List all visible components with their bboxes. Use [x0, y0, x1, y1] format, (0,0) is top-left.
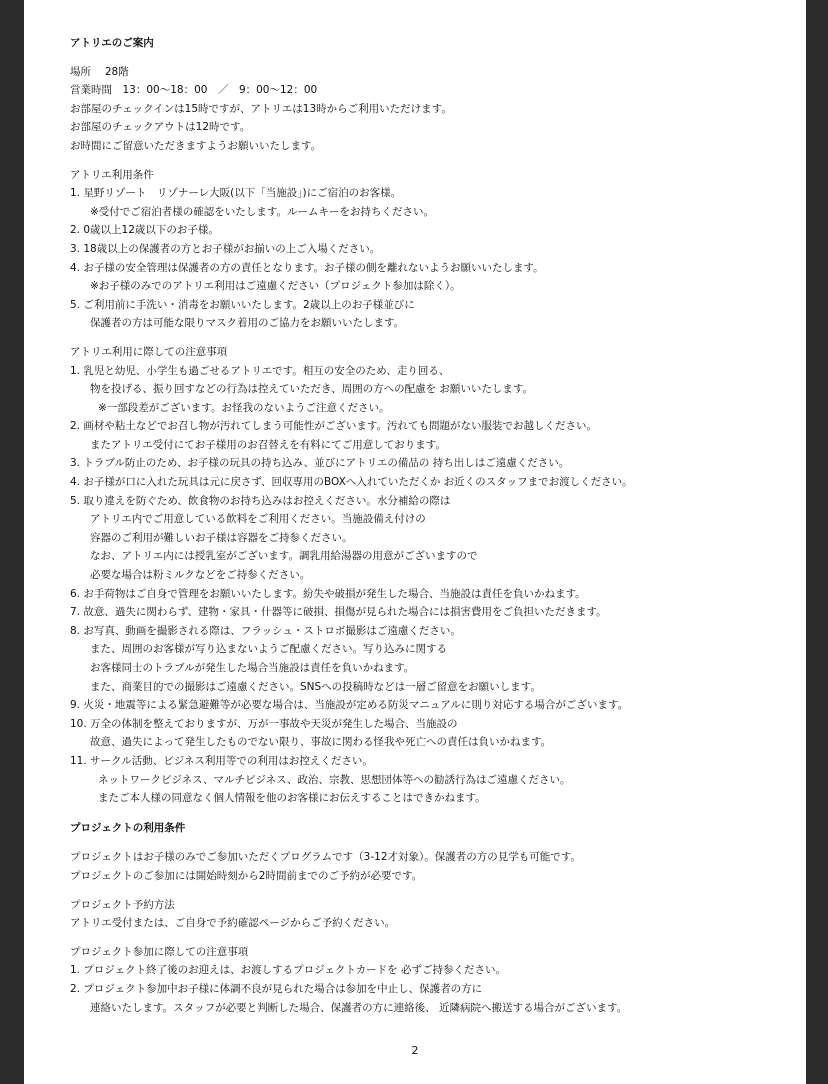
text-line: 6. お手荷物はご自身で管理をお願いいたします。紛失や破損が発生した場合、当施設は責任を負いかねます。 [70, 587, 586, 600]
text-line: 2. 0歳以上12歳以下のお子様。 [70, 224, 219, 237]
text-line: 物を投げる、振り回すなどの行為は控えていただき、周囲の方への配慮を お願いいたします。 [90, 383, 534, 396]
text-line: 7. 故意、過失に関わらず、建物・家具・什器等に破損、損傷が見られた場合には損害費用をご負担いただきます。 [70, 606, 607, 619]
text-line: 9. 火災・地震等による緊急避難等が必要な場合は、当施設が定める防災マニュアルに則り対応する場合がございます。 [70, 699, 629, 712]
text-line: アトリエ利用に際しての注意事項 [70, 345, 228, 358]
text-line: 故意、過失によって発生したものでない限り、事故に関わる怪我や死亡への責任は負いかねます。 [90, 736, 552, 749]
text-line: お時間にご留意いただきますようお願いいたします。 [70, 139, 322, 152]
document-page [24, 0, 806, 1084]
text-line: アトリエ利用条件 [70, 168, 154, 181]
text-line: 1. 乳児と幼児、小学生も過ごせるアトリエです。相互の安全のため、走り回る、 [70, 364, 450, 377]
text-line: 11. サークル活動、ビジネス利用等での利用はお控えください。 [70, 754, 373, 767]
text-line: 1. 星野リゾート リゾナーレ大阪(以下「当施設」)にご宿泊のお客様。 [70, 187, 402, 200]
text-line: 3. トラブル防止のため、お子様の玩具の持ち込み、並びにアトリエの備品の 持ち出しはご遠慮ください。 [70, 457, 570, 470]
text-line: お部屋のチェックアウトは12時です。 [70, 121, 251, 134]
text-line: 容器のご利用が難しいお子様は容器をご持参ください。 [90, 531, 353, 544]
text-line: お客様同士のトラブルが発生した場合当施設は責任を負いかねます。 [90, 662, 415, 674]
text-line: なお、アトリエ内には授乳室がございます。調乳用給湯器の用意がございますので [90, 550, 478, 563]
text-line: 2. プロジェクト参加中お子様に体調不良が見られた場合は参加を中止し、保護者の方に [70, 982, 483, 995]
text-line: お部屋のチェックインは15時ですが、アトリエは13時からご利用いただけます。 [70, 102, 452, 115]
spacer [70, 886, 790, 896]
text-line: ネットワークビジネス、マルチビジネス、政治、宗教、思想団体等への勧誘行為はご遠慮ください。 [98, 773, 571, 786]
text-line: 5. ご利用前に手洗い・消毒をお願いいたします。2歳以上のお子様並びに [70, 298, 415, 311]
text-line: 必要な場合は粉ミルクなどをご持参ください。 [90, 569, 311, 582]
spacer [70, 837, 790, 848]
document-body [70, 34, 790, 1017]
text-line: 営業時間 13：00〜18：00 ／ 9：00〜12：00 [70, 84, 318, 97]
text-line: 4. お子様が口に入れた玩具は元に戻さず、回収専用のBOXへ入れていただくか お近くのスタッフまでお渡しください。 [70, 476, 633, 489]
text-line: 3. 18歳以上の保護者の方とお子様がお揃いの上ご入場ください。 [70, 242, 381, 255]
text-line: 4. お子様の安全管理は保護者の方の責任となります。お子様の側を離れないようお願いいたします。 [70, 261, 544, 274]
text-line: ※一部段差がございます。お怪我のないようご注意ください。 [98, 401, 390, 414]
spacer [70, 333, 790, 343]
text-line: またアトリエ受付にてお子様用のお召替えを有料にてご用意しております。 [90, 438, 446, 451]
text-line: 10. 万全の体制を整えておりますが、万が一事故や天災が発生した場合、当施設の [70, 717, 458, 730]
text-line: 連絡いたします。スタッフが必要と判断した場合、保護者の方に連絡後、 近隣病院へ搬送する場合がございます。 [90, 1001, 628, 1014]
text-line: ※お子様のみでのアトリエ利用はご遠慮ください（プロジェクト参加は除く）。 [90, 280, 461, 293]
spacer [70, 156, 790, 166]
viewer-background [806, 0, 828, 1084]
section-heading: アトリエのご案内 [70, 37, 154, 49]
spacer [70, 933, 790, 943]
text-line: アトリエ内でご用意している飲料をご利用ください。当施設備え付けの [90, 513, 426, 526]
section-heading: プロジェクトの利用条件 [70, 821, 186, 834]
text-line: プロジェクトはお子様のみでご参加いただくプログラムです（3-12才対象）。保護者の方の見学も可能です。 [70, 851, 581, 864]
text-line: アトリエ受付または、ご自身で予約確認ページからご予約ください。 [70, 917, 396, 930]
text-line: 1. プロジェクト終了後のお迎えは、お渡しするプロジェクトカードを 必ずご持参ください。 [70, 964, 506, 977]
text-line: プロジェクト予約方法 [70, 898, 175, 911]
spacer [70, 808, 790, 819]
text-line: 2. 画材や粘土などでお召し物が汚れてしまう可能性がございます。汚れても問題がない服装でお越しください。 [70, 420, 598, 433]
text-line: プロジェクトのご参加には開始時刻から2時間前までのご予約が必要です。 [70, 869, 423, 882]
text-line: ※受付でご宿泊者様の確認をいたします。ルームキーをお持ちください。 [90, 205, 434, 218]
text-line: また、周囲のお客様が写り込まないようご配慮ください。写り込みに関する [90, 643, 447, 656]
text-line: 8. お写真、動画を撮影される際は、フラッシュ・ストロボ撮影はご遠慮ください。 [70, 624, 461, 637]
text-line: またご本人様の同意なく個人情報を他のお客様にお伝えすることはできかねます。 [98, 792, 486, 805]
spacer [70, 53, 790, 63]
text-line: 保護者の方は可能な限りマスク着用のご協力をお願いいたします。 [90, 317, 405, 330]
text-line: 場所 28階 [70, 65, 129, 78]
text-line: また、商業目的での撮影はご遠慮ください。SNSへの投稿時などは一層ご留意をお願いします。 [90, 680, 541, 693]
page-number: 2 [411, 1044, 419, 1057]
text-line: プロジェクト参加に際しての注意事項 [70, 945, 249, 958]
text-line: 5. 取り違えを防ぐため、飲食物のお持ち込みはお控えください。水分補給の際は [70, 494, 451, 507]
